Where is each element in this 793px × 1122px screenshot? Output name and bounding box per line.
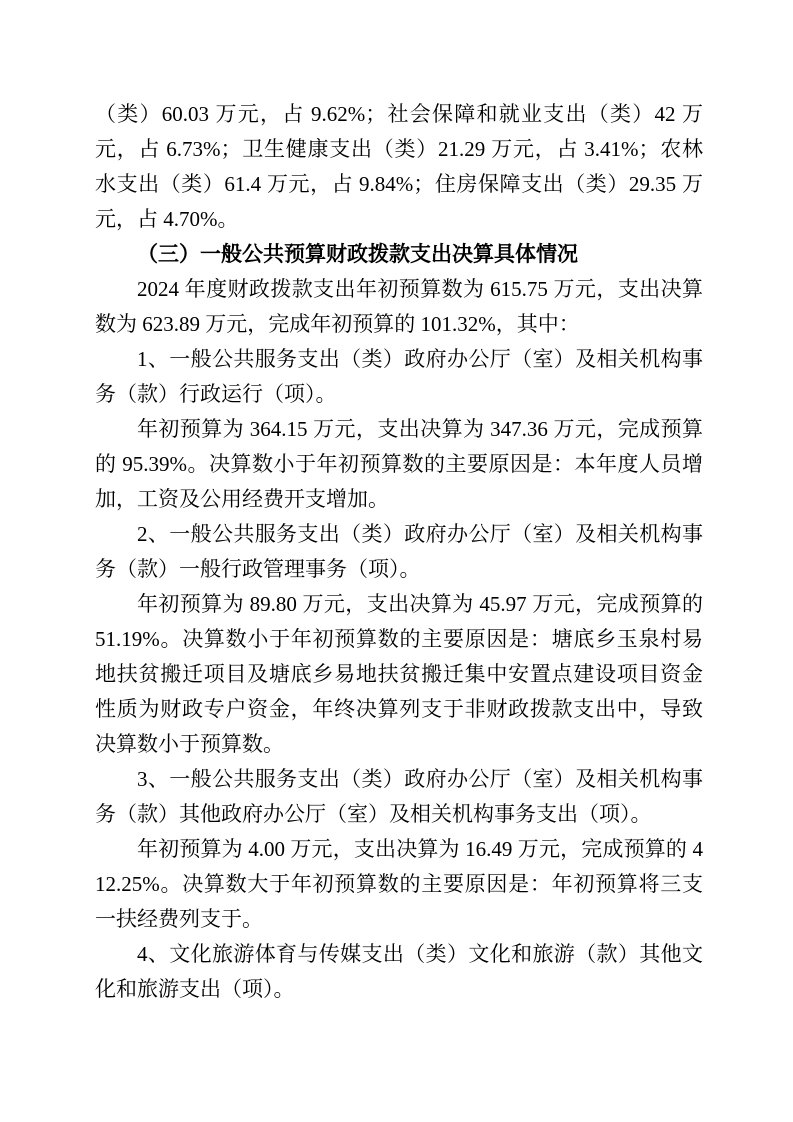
paragraph: 年初预算为 89.80 万元，支出决算为 45.97 万元，完成预算的 51.19%。决算数小于年初预算数的主要原因是：塘底乡玉泉村易地扶贫搬迁项目及塘底乡易地扶贫搬迁集中安置点建设项目资金性质为财政专户资金，年终决算列支于非财政拨款支出中，导致决算数小于预算数。	[95, 592, 703, 756]
paragraph: （类）60.03 万元，占 9.62%；社会保障和就业支出（类）42 万元，占 6.73%；卫生健康支出（类）21.29 万元，占 3.41%；农林水支出（类）61.4 万元，占 9.84%；住房保障支出（类）29.35 万元，占 4.70%。	[95, 102, 703, 231]
paragraph: 年初预算为 364.15 万元，支出决算为 347.36 万元，完成预算的 95.39%。决算数小于年初预算数的主要原因是：本年度人员增加，工资及公用经费开支增加。	[95, 417, 703, 511]
section-heading: （三）一般公共预算财政拨款支出决算具体情况	[137, 243, 578, 266]
paragraph: 1、一般公共服务支出（类）政府办公厅（室）及相关机构事务（款）行政运行（项）。	[95, 347, 703, 406]
paragraph: 3、一般公共服务支出（类）政府办公厅（室）及相关机构事务（款）其他政府办公厅（室）及相关机构事务支出（项）。	[95, 767, 703, 826]
paragraph: 4、文化旅游体育与传媒支出（类）文化和旅游（款）其他文化和旅游支出（项）。	[95, 942, 703, 1001]
document-body	[95, 97, 703, 1007]
paragraph: 年初预算为 4.00 万元，支出决算为 16.49 万元，完成预算的 412.25%。决算数大于年初预算数的主要原因是：年初预算将三支一扶经费列支于。	[95, 837, 703, 931]
paragraph: 2024 年度财政拨款支出年初预算数为 615.75 万元，支出决算数为 623.89 万元，完成年初预算的 101.32%，其中：	[95, 277, 703, 336]
paragraph: 2、一般公共服务支出（类）政府办公厅（室）及相关机构事务（款）一般行政管理事务（项）。	[95, 522, 703, 581]
